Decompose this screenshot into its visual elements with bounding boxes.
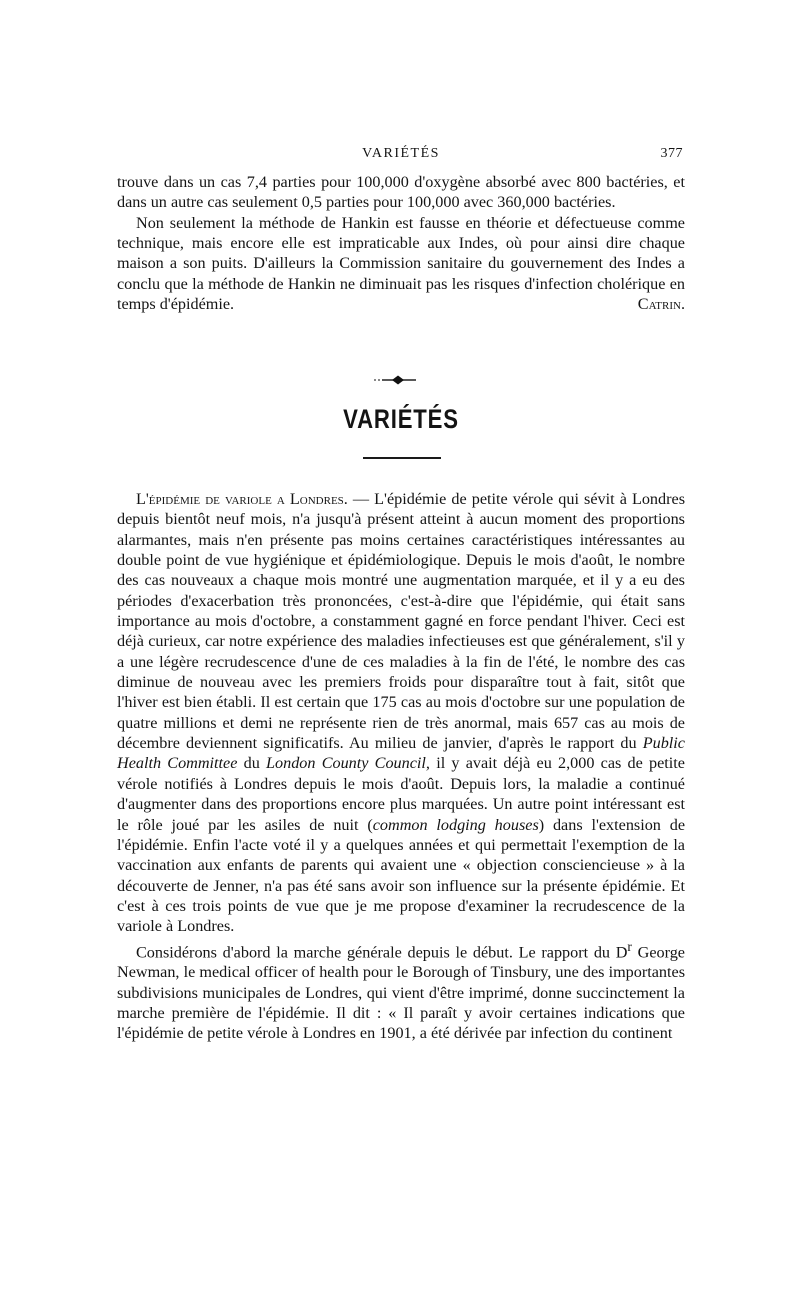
book-page <box>117 0 685 1304</box>
running-title: VARIÉTÉS <box>362 146 440 161</box>
page-number: 377 <box>660 146 683 161</box>
article-body <box>117 489 685 1044</box>
paragraph <box>117 937 685 1044</box>
italic-term: common lodging houses <box>372 815 539 834</box>
paragraph-text: Non seulement la méthode de Hankin est fausse en théorie et défectueuse comme technique, mais encore elle est impraticable aux Indes, où pour ainsi dire chaque maison a son puits. D'ailleurs la Commission sanitaire du gouvernement des Indes a conclu que la méthode de Hankin ne diminuait pas les risques d'infection cholérique en temps d'épidémie. <box>117 213 685 314</box>
paragraph-text: il y avait déjà eu 2,000 cas de petite vérole notifiés à Londres depuis le mois d'août. Depuis lors, la maladie a continué d'augmenter dans des proportions encore plus marquées. Un autre point intéressant est le rôle joué par les asiles de nuit ( <box>117 754 685 834</box>
paragraph-text: George Newman, le medical officer of health pour le Borough of Tinsbury, une des importantes subdivisions municipales de Londres, qui vient d'être imprimé, donne succinctement la marche première de l'épidémie. Il dit : « Il paraît y avoir certaines indications que l'épidémie de petite vérole à Londres en 1901, a été dérivée par infection du continent <box>117 942 685 1043</box>
article-heading: L'épidémie de variole a Londres. <box>136 490 348 508</box>
running-head <box>117 146 685 166</box>
fleuron-ornament-icon <box>372 373 424 387</box>
italic-term: Public Health Committee <box>117 734 685 773</box>
paragraph-text: Considérons d'abord la marche générale depuis le début. Le rapport du D <box>136 942 628 961</box>
section-title: VARIÉTÉS <box>343 404 459 434</box>
title-rule <box>363 457 441 459</box>
paragraph-text: L'épidémie de petite vérole qui sévit à Londres depuis bientôt neuf mois, n'a jusqu'à présent atteint à aucun moment des proportions alarmantes, mais n'en présente pas moins certaines caractéristiques intéressantes au double point de vue hygiénique et épidémiologique. Depuis le mois d'août, le nombre des cas nouveaux a chaque mois montré une augmentation marquée, et il y a eu des périodes d'exacerbation très prononcées, c'est-à-dire que l'épidémie, qui était sans importance au mois d'octobre, a constamment gagné en force pendant l'hiver. Ceci est déjà curieux, car notre expérience des maladies infectieuses est que généralement, s'il y a une légère recrudescence d'une de ces maladies à la fin de l'été, le nombre des cas diminue de nouveau avec les premiers froids pour disparaître tout à fait, sitôt que l'hiver est bien établi. Il est certain que 175 cas au mois d'octobre sur une population de quatre millions et demi ne représente rien de très anormal, mais 657 cas au mois de décembre deviennent significatifs. Au milieu de janvier, d'après le rapport du <box>117 490 685 753</box>
italic-term: London County Council, <box>266 754 430 773</box>
author-signature: Catrin. <box>637 295 685 314</box>
previous-article-ending <box>117 172 685 314</box>
paragraph-text: ) dans l'extension de l'épidémie. Enfin l'acte voté il y a quelques années et qui permettait l'exemption de la vaccination aux enfants de parents qui avaient une « objection consciencieuse » à la découverte de Jenner, n'a pas été sans avoir son influence sur la présente épidémie. Et c'est à ces trois points de vue que je me propose d'examiner la recrudescence de la variole à Londres. <box>117 815 685 936</box>
heading-dash: — <box>347 490 375 508</box>
paragraph <box>117 489 685 937</box>
paragraph-text: du <box>237 754 267 773</box>
superscript: r <box>627 938 632 954</box>
paragraph: trouve dans un cas 7,4 parties pour 100,000 d'oxygène absorbé avec 800 bactéries, et dans un autre cas seulement 0,5 parties pour 100,000 avec 360,000 bactéries. <box>117 173 685 212</box>
paragraph <box>117 213 685 315</box>
